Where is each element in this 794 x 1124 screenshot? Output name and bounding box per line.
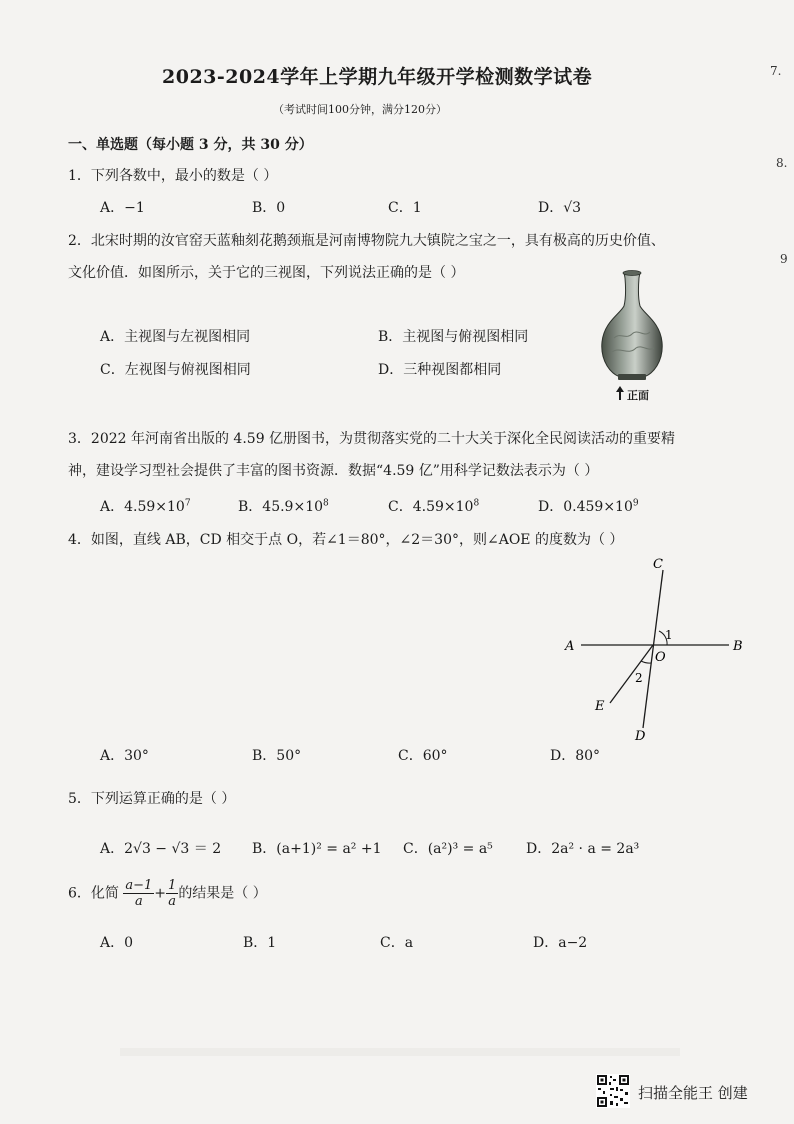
question-2-stem-line-2: 文化价值．如图所示，关于它的三视图，下列说法正确的是（ ） — [68, 265, 465, 281]
label-o: O — [655, 650, 666, 665]
question-2-option-c: C．左视图与俯视图相同 — [100, 362, 251, 378]
question-3-option-c: C．$4.59\times 10^8$ — [388, 498, 480, 515]
intersecting-lines-figure — [555, 548, 755, 748]
label-a: A — [565, 639, 575, 654]
section-heading: 一、单选题（每小题 3 分，共 30 分） — [68, 137, 313, 153]
fraction-a-minus-1-over-a: $\frac{a-1}{a}$ — [125, 878, 153, 909]
exam-title: 2023-2024学年上学期九年级开学检测数学试卷 — [162, 66, 593, 88]
question-1-option-b: B．0 — [252, 200, 286, 216]
question-3-option-a: A．$4.59\times 10^7$ — [100, 498, 191, 515]
question-1-stem: 1．下列各数中，最小的数是（ ） — [68, 168, 278, 184]
label-angle-1: 1 — [665, 628, 673, 642]
question-6-option-a: A．0 — [100, 935, 134, 951]
label-d: D — [635, 729, 646, 744]
margin-number-7: 7. — [770, 64, 782, 78]
vase-front-label: 正面 — [627, 389, 649, 402]
fraction-1-over-a: $\frac{1}{a}$ — [168, 878, 177, 909]
qr-code-icon — [596, 1074, 630, 1108]
question-4-option-d: D．80° — [550, 748, 601, 764]
margin-number-9: 9 — [780, 252, 788, 266]
question-5-option-a: A．2√3 − √3 ＝ 2 — [100, 841, 222, 857]
label-c: C — [653, 557, 663, 572]
question-4-stem: 4．如图，直线 AB，CD 相交于点 O，若∠1＝80°，∠2＝30°，则∠AOE 的度数为（ ） — [68, 532, 624, 548]
question-6-stem: 6．化简 $\frac{a-1}{a}$ + $\frac{1}{a}$ 的结果是（ ） — [68, 878, 267, 909]
scanner-watermark-text: 扫描全能王 创建 — [638, 1084, 748, 1102]
question-2-option-a: A．主视图与左视图相同 — [100, 329, 251, 345]
question-6-option-c: C．a — [380, 935, 414, 951]
question-3-option-b: B．$45.9\times 10^8$ — [238, 498, 329, 515]
question-4-option-a: A．30° — [100, 748, 149, 764]
question-2-option-d: D．三种视图都相同 — [378, 362, 502, 378]
label-e: E — [595, 699, 605, 714]
angle-2-arc — [641, 661, 651, 663]
ray-oe — [610, 645, 653, 703]
question-6-option-b: B．1 — [243, 935, 277, 951]
question-2-option-b: B．主视图与俯视图相同 — [378, 329, 529, 345]
question-4-option-b: B．50° — [252, 748, 302, 764]
exam-subtitle: （考试时间100分钟，满分120分） — [273, 103, 447, 116]
question-1-option-d: D．√3 — [538, 200, 582, 216]
arrow-up-icon — [614, 385, 626, 401]
question-5-option-c: C．(a²)³ = a⁵ — [403, 841, 493, 857]
question-5-option-d: D．2a² · a = 2a³ — [526, 841, 640, 857]
scan-smudge — [120, 1048, 680, 1056]
vase-image — [596, 268, 668, 384]
question-6-option-d: D．a−2 — [533, 935, 588, 951]
question-1-option-a: A．−1 — [100, 200, 145, 216]
margin-number-8: 8. — [776, 156, 788, 170]
question-3-stem-line-2: 神，建设学习型社会提供了丰富的图书资源．数据“4.59 亿”用科学记数法表示为（ ） — [68, 463, 599, 479]
label-b: B — [733, 639, 743, 654]
question-3-option-d: D．$0.459\times 10^9$ — [538, 498, 639, 515]
question-1-option-c: C．1 — [388, 200, 422, 216]
question-5-stem: 5．下列运算正确的是（ ） — [68, 791, 236, 807]
line-cd — [643, 570, 663, 728]
question-3-stem-line-1: 3．2022 年河南省出版的 4.59 亿册图书，为贯彻落实党的二十大关于深化全民阅读活动的重要精 — [68, 431, 676, 447]
question-5-option-b: B．(a+1)² = a² +1 — [252, 841, 382, 857]
question-2-stem-line-1: 2．北宋时期的汝官窑天蓝釉刻花鹅颈瓶是河南博物院九大镇院之宝之一，具有极高的历史价值、 — [68, 233, 665, 249]
question-4-option-c: C．60° — [398, 748, 448, 764]
label-angle-2: 2 — [635, 671, 643, 685]
